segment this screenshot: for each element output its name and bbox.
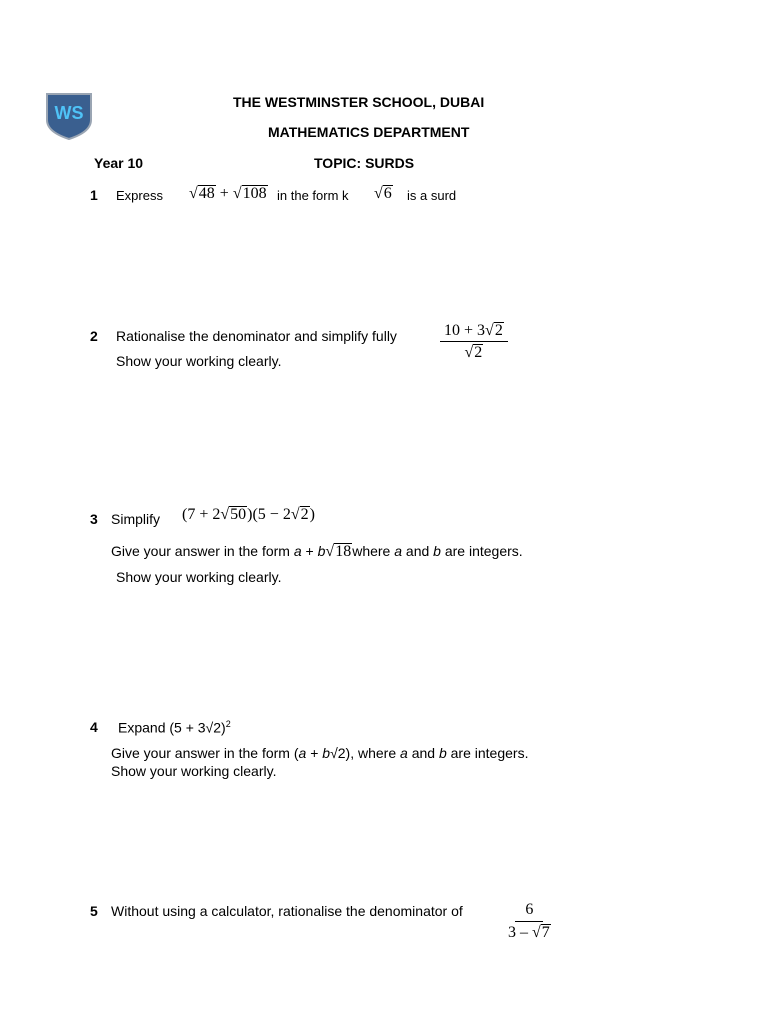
q1-expression: √48 + √108	[189, 185, 267, 202]
q1-form-text: in the form k	[277, 188, 349, 203]
q2-numerator: 10 + 3√2	[440, 322, 508, 342]
school-name: THE WESTMINSTER SCHOOL, DUBAI	[233, 94, 485, 110]
q3-expression: (7 + 2√50)(5 − 2√2)	[182, 506, 315, 523]
q2-working: Show your working clearly.	[116, 353, 282, 369]
q4-number: 4	[90, 719, 98, 735]
q4-form-line: Give your answer in the form (a + b√2), where a and b are integers.	[111, 745, 529, 761]
q2-fraction	[440, 322, 508, 362]
q1-express: Express	[116, 188, 163, 203]
q5-numerator: 6	[515, 901, 543, 922]
q1-number: 1	[90, 187, 98, 203]
q5-text: Without using a calculator, rationalise the denominator of	[111, 903, 463, 919]
q3-working: Show your working clearly.	[116, 569, 282, 585]
q4-expand: Expand $(5 + 3√2)^2$	[118, 719, 231, 736]
year-label: Year 10	[94, 155, 144, 171]
q1-radicand-2: 108	[242, 185, 267, 202]
q2-denominator: √2	[464, 344, 483, 361]
shield-icon	[45, 92, 93, 140]
q3-simplify: Simplify	[111, 511, 161, 527]
topic-label: TOPIC: SURDS	[314, 155, 415, 171]
q1-tail: is a surd	[407, 188, 457, 203]
department-name: MATHEMATICS DEPARTMENT	[268, 124, 470, 140]
q5-fraction	[508, 901, 551, 942]
q2-text: Rationalise the denominator and simplify fully	[116, 328, 397, 344]
q1-form-surd: √6	[374, 185, 392, 202]
q3-number: 3	[90, 511, 98, 527]
school-logo	[45, 92, 93, 140]
q2-number: 2	[90, 328, 98, 344]
q1-radicand-1: 48	[198, 185, 215, 202]
q4-working: Show your working clearly.	[111, 763, 277, 779]
q5-number: 5	[90, 903, 98, 919]
q3-form-line: Give your answer in the form a + b√18where a and b are integers.	[111, 543, 523, 560]
q5-denominator: 3 – √7	[508, 924, 550, 941]
logo-text: WS	[54, 103, 84, 123]
